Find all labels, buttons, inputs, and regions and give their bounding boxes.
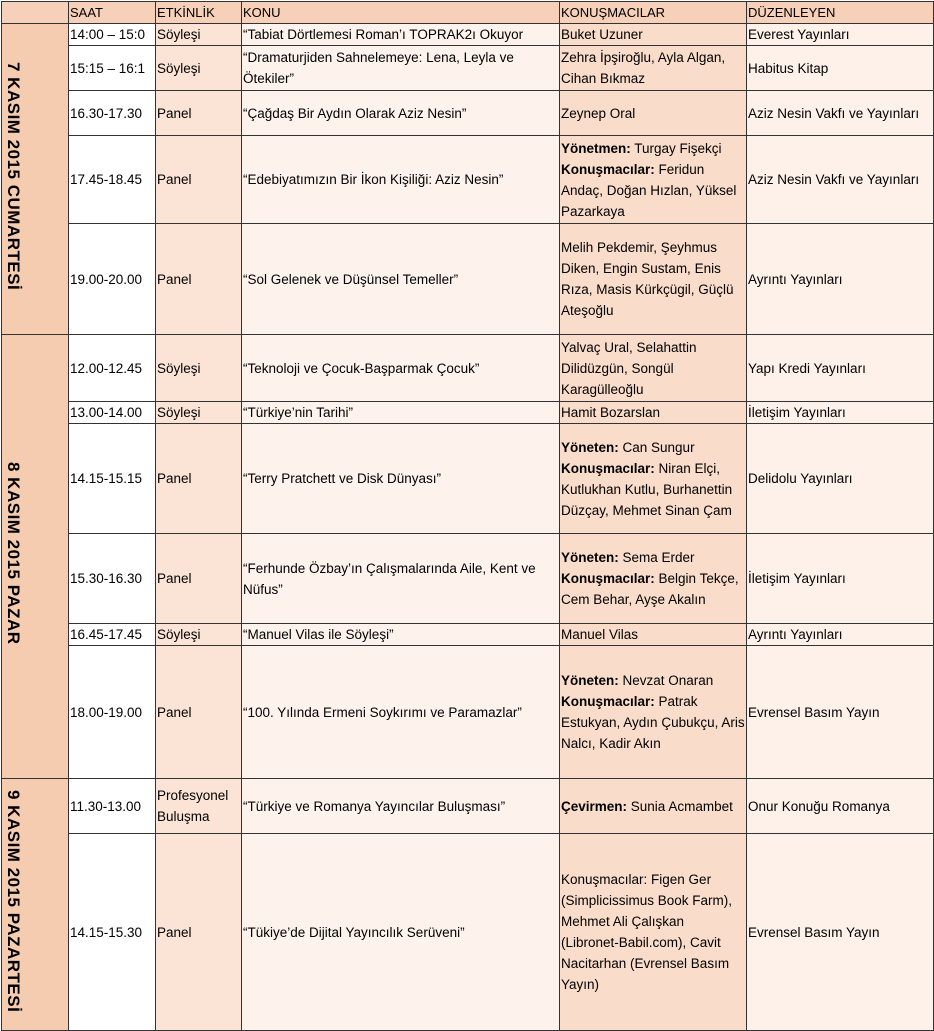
table-row [2, 24, 934, 46]
table-row [2, 91, 934, 136]
header-etkinlik: ETKİNLİK [156, 2, 242, 24]
role-label: Yönetmen: [561, 140, 631, 156]
role-names: Sunia Acmambet [627, 798, 733, 814]
organizer-cell: Ayrıntı Yayınları [747, 624, 934, 646]
speakers-cell: Buket Uzuner [560, 24, 747, 46]
time-cell: 12.00-12.45 [69, 335, 156, 402]
topic-cell: “Ferhunde Özbay’ın Çalışmalarında Aile, Kent ve Nüfus” [242, 534, 560, 624]
speakers-cell: Hamit Bozarslan [560, 402, 747, 424]
table-row [2, 136, 934, 224]
time-cell: 11.30-13.00 [69, 779, 156, 834]
organizer-cell: Delidolu Yayınları [747, 424, 934, 534]
day-label-cell [2, 24, 69, 335]
topic-cell: “Terry Pratchett ve Disk Dünyası” [242, 424, 560, 534]
speakers-cell: Yalvaç Ural, Selahattin Dilidüzgün, Songül Karagülleoğlu [560, 335, 747, 402]
role-names: Belgin Tekçe, Cem Behar, Ayşe Akalın [561, 571, 739, 607]
role-label: Yöneten: [561, 673, 619, 688]
organizer-cell: Evrensel Basım Yayın [747, 834, 934, 1031]
topic-cell: “Sol Gelenek ve Düşünsel Temeller” [242, 224, 560, 335]
time-cell: 18.00-19.00 [69, 646, 156, 779]
speakers-cell [560, 646, 747, 779]
day-label: 9 KASIM 2015 PAZARTESİ [4, 790, 23, 1013]
time-cell: 16.30-17.30 [69, 91, 156, 136]
time-cell: 14.15-15.30 [69, 834, 156, 1031]
day-label: 7 KASIM 2015 CUMARTESİ [4, 61, 23, 291]
role-label: Çevirmen: [561, 798, 628, 814]
day-label-cell [2, 779, 69, 1031]
topic-cell: “Teknoloji ve Çocuk-Başparmak Çocuk” [242, 335, 560, 402]
header-saat: SAAT [69, 2, 156, 24]
topic-cell: “Manuel Vilas ile Söyleşi” [242, 624, 560, 646]
day-label: 8 KASIM 2015 PAZAR [4, 462, 23, 645]
speakers-cell: Zehra İpşiroğlu, Ayla Algan, Cihan Bıkmaz [560, 46, 747, 91]
role-names: Sema Erder [618, 550, 695, 565]
role-names: Niran Elçi, Kutlukhan Kutlu, Burhanettin Düzçay, Mehmet Sinan Çam [561, 460, 733, 518]
table-row [2, 224, 934, 335]
schedule-table [1, 1, 934, 1031]
time-cell: 15.30-16.30 [69, 534, 156, 624]
table-row [2, 534, 934, 624]
role-label: Yöneten: [561, 439, 619, 455]
table-row [2, 335, 934, 402]
topic-cell: “Tabiat Dörtlemesi Roman’ı TOPRAK2ı Okuyor [242, 24, 560, 46]
type-cell: Panel [156, 534, 242, 624]
header-konu: KONU [242, 2, 560, 24]
type-cell: Panel [156, 834, 242, 1031]
topic-cell: “Edebiyatımızın Bir İkon Kişiliği: Aziz Nesin” [242, 136, 560, 224]
table-row [2, 46, 934, 91]
table-row [2, 646, 934, 779]
type-cell: Panel [156, 91, 242, 136]
table-row [2, 834, 934, 1031]
topic-cell: “Türkiye ve Romanya Yayıncılar Buluşması” [242, 779, 560, 834]
organizer-cell: Aziz Nesin Vakfı ve Yayınları [747, 136, 934, 224]
table-row [2, 424, 934, 534]
organizer-cell: Yapı Kredi Yayınları [747, 335, 934, 402]
header-duzenleyen: DÜZENLEYEN [747, 2, 934, 24]
header-row [2, 2, 934, 24]
topic-cell: “100. Yılında Ermeni Soykırımı ve Paramazlar” [242, 646, 560, 779]
type-cell: Profesyonel Buluşma [156, 779, 242, 834]
speakers-cell: Manuel Vilas [560, 624, 747, 646]
time-cell: 14:00 – 15:0 [69, 24, 156, 46]
time-cell: 19.00-20.00 [69, 224, 156, 335]
speakers-cell: Melih Pekdemir, Şeyhmus Diken, Engin Sustam, Enis Rıza, Masis Kürkçügil, Güçlü Ateşoğlu [560, 224, 747, 335]
speakers-cell [560, 136, 747, 224]
time-cell: 14.15-15.15 [69, 424, 156, 534]
type-cell: Söyleşi [156, 46, 242, 91]
time-cell: 13.00-14.00 [69, 402, 156, 424]
role-names: Feridun Andaç, Doğan Hızlan, Yüksel Pazarkaya [561, 161, 737, 219]
topic-cell: “Dramaturjiden Sahnelemeye: Lena, Leyla ve Ötekiler” [242, 46, 560, 91]
speakers-cell: Konuşmacılar: Figen Ger (Simplicissimus Book Farm), Mehmet Ali Çalışkan (Libronet-Babil.com), Cavit Nacitarhan (Evrensel Basım Yayın) [560, 834, 747, 1031]
time-cell: 17.45-18.45 [69, 136, 156, 224]
day-label-cell [2, 335, 69, 779]
role-names: Turgay Fişekçi [630, 140, 722, 156]
role-names: Patrak Estukyan, Aydın Çubukçu, Aris Nalcı, Kadir Akın [561, 694, 745, 751]
topic-cell: “Türkiye’nin Tarihi” [242, 402, 560, 424]
speakers-cell: Zeynep Oral [560, 91, 747, 136]
role-label: Konuşmacılar: [561, 460, 655, 476]
type-cell: Söyleşi [156, 402, 242, 424]
topic-cell: “Tükiye’de Dijital Yayıncılık Serüveni” [242, 834, 560, 1031]
role-label: Yöneten: [561, 550, 619, 565]
speakers-cell [560, 779, 747, 834]
type-cell: Panel [156, 646, 242, 779]
speakers-cell [560, 534, 747, 624]
organizer-cell: Ayrıntı Yayınları [747, 224, 934, 335]
organizer-cell: İletişim Yayınları [747, 402, 934, 424]
type-cell: Panel [156, 424, 242, 534]
role-names: Nevzat Onaran [618, 673, 714, 688]
time-cell: 16.45-17.45 [69, 624, 156, 646]
organizer-cell: Habitus Kitap [747, 46, 934, 91]
organizer-cell: Everest Yayınları [747, 24, 934, 46]
organizer-cell: Aziz Nesin Vakfı ve Yayınları [747, 91, 934, 136]
speakers-cell [560, 424, 747, 534]
role-label: Konuşmacılar: [561, 161, 655, 177]
organizer-cell: Evrensel Basım Yayın [747, 646, 934, 779]
table-row [2, 402, 934, 424]
role-label: Konuşmacılar: [561, 571, 655, 586]
topic-cell: “Çağdaş Bir Aydın Olarak Aziz Nesin” [242, 91, 560, 136]
type-cell: Söyleşi [156, 624, 242, 646]
type-cell: Panel [156, 224, 242, 335]
type-cell: Söyleşi [156, 335, 242, 402]
type-cell: Panel [156, 136, 242, 224]
time-cell: 15:15 – 16:1 [69, 46, 156, 91]
table-row [2, 779, 934, 834]
role-names: Can Sungur [618, 439, 695, 455]
corner-cell [2, 2, 69, 24]
organizer-cell: Onur Konuğu Romanya [747, 779, 934, 834]
role-label: Konuşmacılar: [561, 694, 655, 709]
header-konusmacilar: KONUŞMACILAR [560, 2, 747, 24]
type-cell: Söyleşi [156, 24, 242, 46]
organizer-cell: İletişim Yayınları [747, 534, 934, 624]
table-row [2, 624, 934, 646]
